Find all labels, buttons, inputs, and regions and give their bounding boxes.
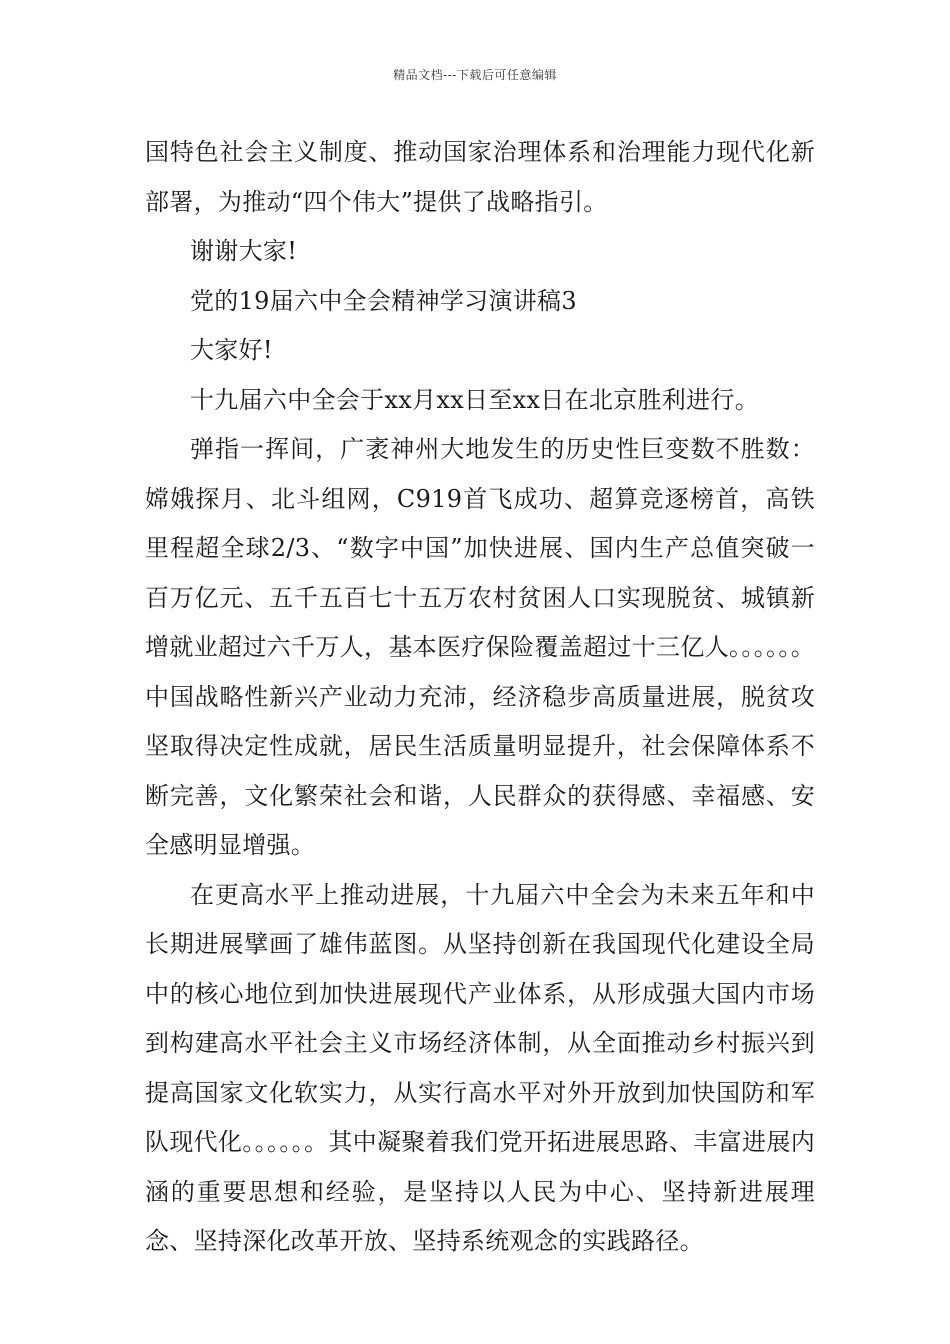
- paragraph-achievements: 弹指一挥间，广袤神州大地发生的历史性巨变数不胜数：嫦娥探月、北斗组网，C919首飞成功、超算竞逐榜首，高铁里程超全球2/3、“数字中国”加快进展、国内生产总值突破一百万亿元、五千五百七十五万农村贫困人口实现脱贫、城镇新增就业超过六千万人，基本医疗保险覆盖超过十三亿人。。。。。。中国战略性新兴产业动力充沛，经济稳步高质量进展，脱贫攻坚取得决定性成就，居民生活质量明显提升，社会保障体系不断完善，文化繁荣社会和谐，人民群众的获得感、幸福感、安全感明显增强。: [145, 435, 815, 859]
- paragraph-continuation: 国特色社会主义制度、推动国家治理体系和治理能力现代化新部署，为推动“四个伟大”提供了战略指引。: [145, 138, 815, 216]
- paragraph-thanks: 谢谢大家!: [190, 237, 298, 265]
- page-header: 精品文档---下载后可任意编辑: [393, 68, 557, 82]
- document-body: [145, 128, 815, 1267]
- paragraph-blueprint: 在更高水平上推动进展，十九届六中全会为未来五年和中长期进展擘画了雄伟蓝图。从坚持创新在我国现代化建设全局中的核心地位到加快进展现代产业体系，从形成强大国内市场到构建高水平社会主义市场经济体制，从全面推动乡村振兴到提高国家文化软实力，从实行高水平对外开放到加快国防和军队现代化。。。。。。其中凝聚着我们党开拓进展思路、丰富进展内涵的重要思想和经验，是坚持以人民为中心、坚持新进展理念、坚持深化改革开放、坚持系统观念的实践路径。: [145, 880, 815, 1255]
- speech-title: 党的19届六中全会精神学习演讲稿3: [190, 286, 577, 315]
- paragraph-greeting: 大家好!: [190, 336, 273, 364]
- paragraph-plenum-date: 十九届六中全会于xx月xx日至xx日在北京胜利进行。: [190, 385, 760, 414]
